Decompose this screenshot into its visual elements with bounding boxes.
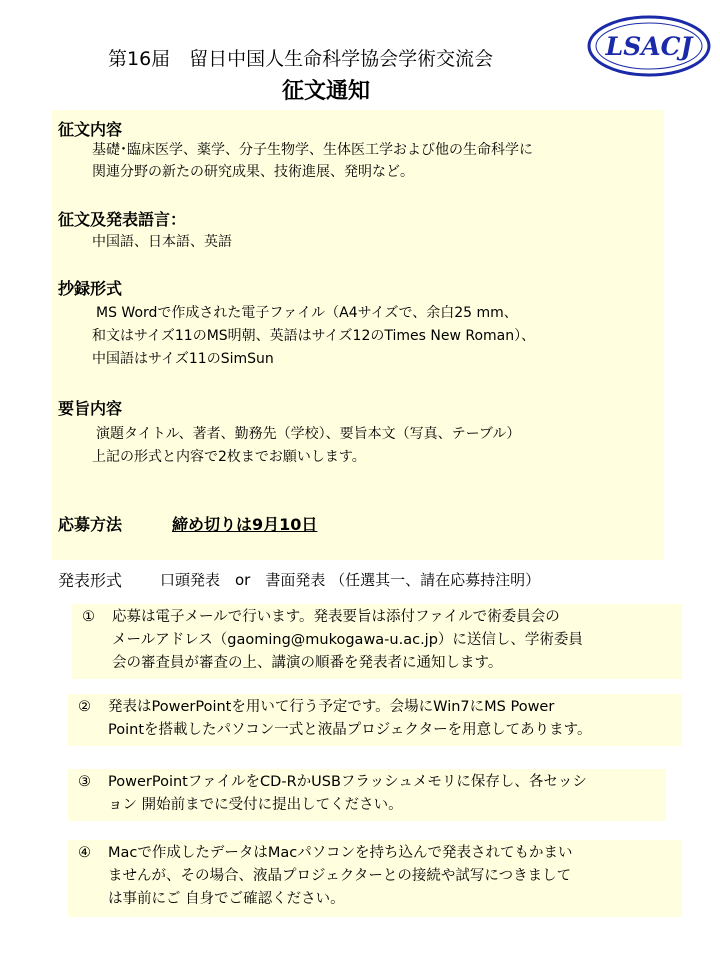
logo-text: LSACJ bbox=[605, 32, 693, 61]
note-text: ませんが、その場合、液晶プロジェクターとの接続や試写につきまして bbox=[108, 868, 572, 884]
note-text: メールアドレス（gaoming@mukogawa-u.ac.jp）に送信し、学術委員 bbox=[112, 632, 583, 648]
note-number: ② bbox=[78, 699, 91, 715]
note-box bbox=[72, 604, 682, 679]
lsacj-logo bbox=[586, 14, 712, 78]
note-text: 発表はPowerPointを用いて行う予定です。会場にWin7にMS Power bbox=[108, 699, 555, 715]
deadline-text: 締め切りは9月10日 bbox=[172, 515, 318, 534]
section-text: 上記の形式と内容で2枚までお願いします。 bbox=[92, 449, 366, 465]
section-text: MS Wordで作成された電子ファイル（A4サイズで、余白25 mm、 bbox=[96, 305, 518, 321]
note-text: 会の審査員が審査の上、講演の順番を発表者に通知します。 bbox=[112, 655, 503, 671]
note-box bbox=[68, 769, 666, 821]
section-text: 和文はサイズ11のMS明朝、英語はサイズ12のTimes New Roman）、 bbox=[92, 328, 536, 344]
section-text: 中国語はサイズ11のSimSun bbox=[92, 351, 274, 367]
apply-label: 応募方法 bbox=[58, 515, 123, 534]
note-number: ① bbox=[82, 609, 95, 625]
note-box bbox=[68, 840, 682, 917]
note-text: Pointを搭載したパソコン一式と液晶プロジェクターを用意してあります。 bbox=[108, 722, 592, 738]
page-subtitle: 征文通知 bbox=[282, 79, 371, 104]
note-text: 応募は電子メールで行います。発表要旨は添付ファイルで術委員会の bbox=[112, 609, 560, 625]
format-text: 口頭発表 or 書面発表 （任選其一、請在応募持注明） bbox=[160, 571, 541, 589]
section-text: 関連分野の新たの研究成果、技術進展、発明など。 bbox=[92, 164, 414, 180]
section-heading: 征文及発表語言： bbox=[58, 210, 187, 229]
note-text: は事前にご 自身でご確認ください。 bbox=[108, 891, 345, 907]
section-heading: 抄録形式 bbox=[58, 279, 123, 298]
note-text: PowerPointファイルをCD-RかUSBフラッシュメモリに保存し、各セッシ bbox=[108, 774, 587, 790]
section-text: 中国語、日本語、英語 bbox=[92, 234, 232, 250]
page-title: 第16届 留日中国人生命科学協会学術交流会 bbox=[108, 48, 494, 70]
section-text: 基礎･臨床医学、薬学、分子生物学、生体医工学および他の生命科学に bbox=[92, 142, 533, 158]
format-label: 発表形式 bbox=[58, 571, 123, 590]
note-number: ③ bbox=[78, 774, 91, 790]
note-number: ④ bbox=[78, 845, 91, 861]
section-heading: 征文内容 bbox=[58, 120, 123, 139]
note-text: ョン 開始前までに受付に提出してください。 bbox=[108, 797, 403, 813]
section-heading: 要旨内容 bbox=[58, 399, 123, 418]
note-box bbox=[68, 694, 682, 746]
note-text: Macで作成したデータはMacパソコンを持ち込んで発表されてもかまい bbox=[108, 845, 573, 861]
section-text: 演題タイトル、著者、勤務先（学校）、要旨本文（写真、テーブル） bbox=[96, 426, 521, 442]
